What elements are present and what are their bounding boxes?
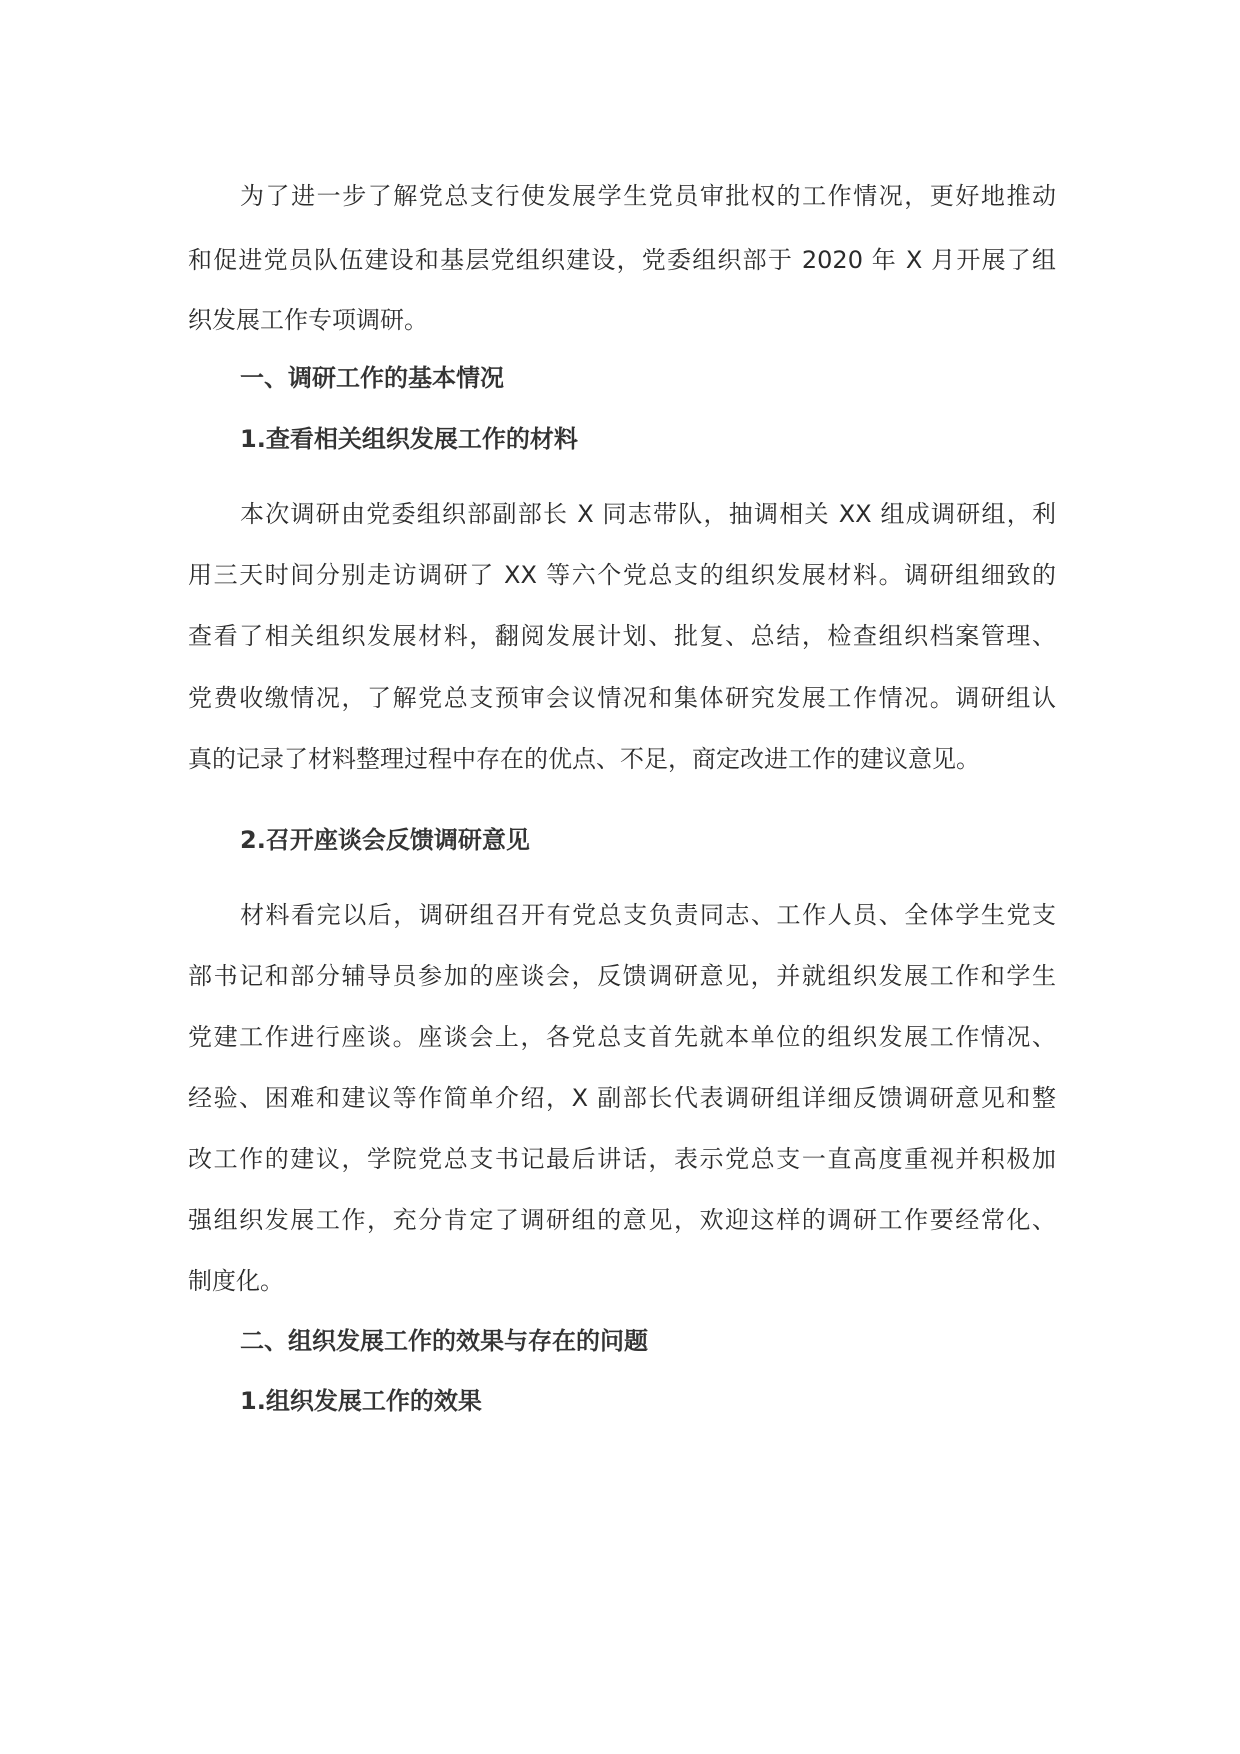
section-1-sub-1-heading: 1.查看相关组织发展工作的材料: [240, 425, 578, 453]
section-2-heading: 二、组织发展工作的效果与存在的问题: [240, 1327, 648, 1355]
section-1-sub-2-heading: 2.召开座谈会反馈调研意见: [240, 826, 530, 854]
paragraph-line: 用三天时间分别走访调研了 XX 等六个党总支的组织发展材料。调研组细致的: [188, 561, 1056, 589]
paragraph-line: 制度化。: [188, 1267, 284, 1295]
paragraph-line: 部书记和部分辅导员参加的座谈会，反馈调研意见，并就组织发展工作和学生: [188, 962, 1056, 990]
paragraph-line: 真的记录了材料整理过程中存在的优点、不足，商定改进工作的建议意见。: [188, 745, 980, 773]
paragraph-line: 党费收缴情况，了解党总支预审会议情况和集体研究发展工作情况。调研组认: [188, 684, 1056, 712]
paragraph-line: 材料看完以后，调研组召开有党总支负责同志、工作人员、全体学生党支: [240, 901, 1056, 929]
paragraph-line: 党建工作进行座谈。座谈会上，各党总支首先就本单位的组织发展工作情况、: [188, 1023, 1056, 1051]
section-2-sub-1-heading: 1.组织发展工作的效果: [240, 1387, 482, 1415]
paragraph-line: 经验、困难和建议等作简单介绍，X 副部长代表调研组详细反馈调研意见和整: [188, 1084, 1056, 1112]
intro-line: 为了进一步了解党总支行使发展学生党员审批权的工作情况，更好地推动: [240, 182, 1056, 210]
paragraph-line: 改工作的建议，学院党总支书记最后讲话，表示党总支一直高度重视并积极加: [188, 1145, 1056, 1173]
intro-line: 和促进党员队伍建设和基层党组织建设，党委组织部于 2020 年 X 月开展了组: [188, 246, 1056, 274]
paragraph-line: 查看了相关组织发展材料，翻阅发展计划、批复、总结，检查组织档案管理、: [188, 622, 1056, 650]
section-1-heading: 一、调研工作的基本情况: [240, 364, 504, 392]
paragraph-line: 本次调研由党委组织部副部长 X 同志带队，抽调相关 XX 组成调研组，利: [240, 500, 1056, 528]
paragraph-line: 强组织发展工作，充分肯定了调研组的意见，欢迎这样的调研工作要经常化、: [188, 1206, 1056, 1234]
intro-line: 织发展工作专项调研。: [188, 306, 428, 334]
